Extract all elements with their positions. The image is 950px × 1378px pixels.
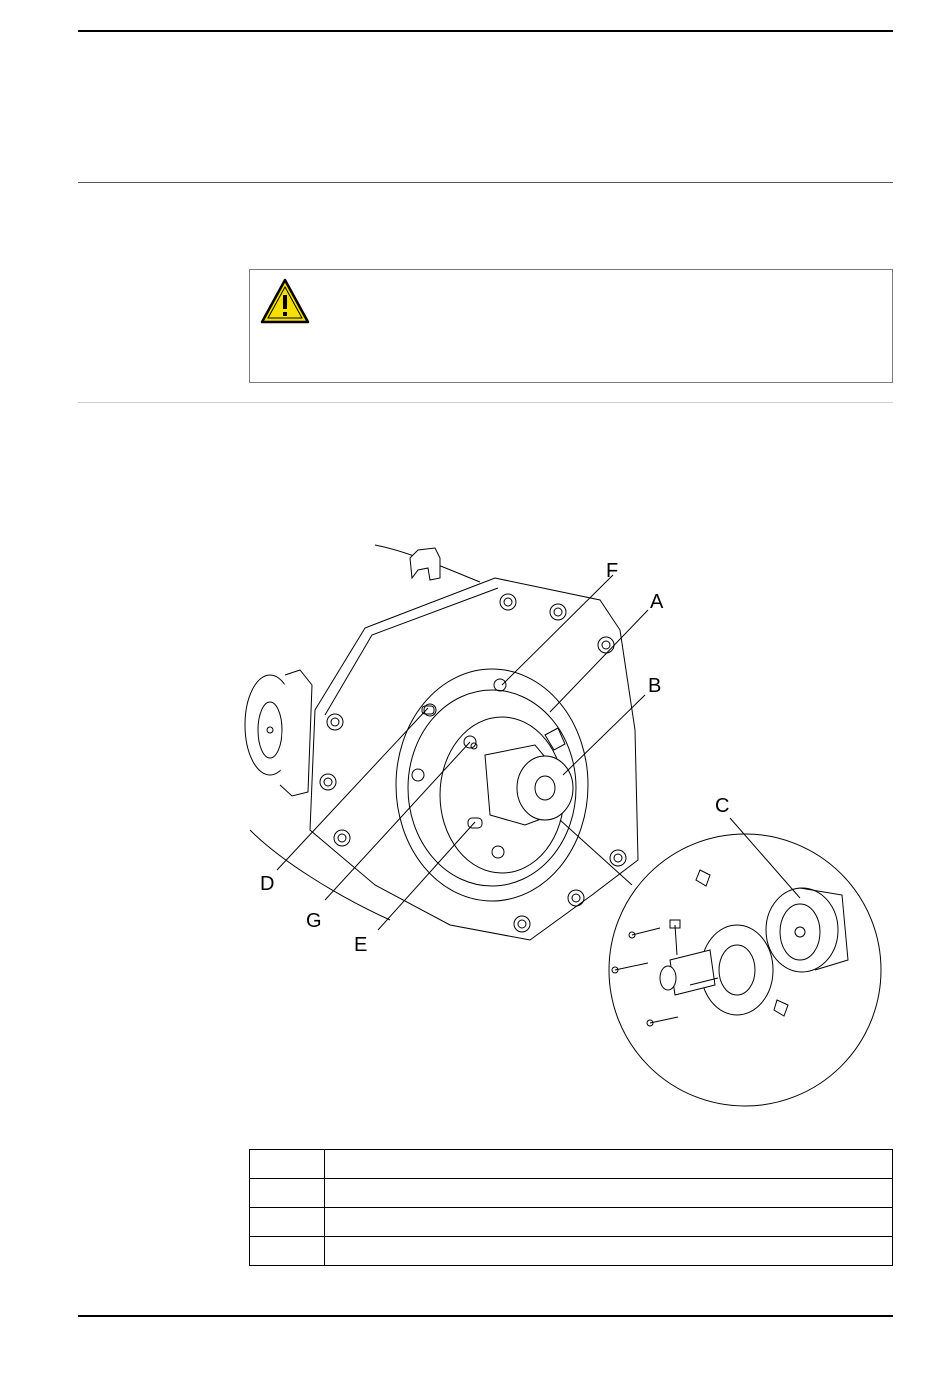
- section-rule: [78, 182, 893, 183]
- legend-key: [250, 1179, 325, 1208]
- table-row: [250, 1237, 893, 1266]
- table-row: [250, 1208, 893, 1237]
- legend-key: [250, 1208, 325, 1237]
- callout-g: G: [306, 910, 322, 932]
- callout-d: D: [260, 873, 275, 895]
- table-row: [250, 1179, 893, 1208]
- callout-f: F: [606, 560, 619, 582]
- footer-rule: [78, 1315, 893, 1317]
- legend-description: [325, 1237, 893, 1266]
- table-row: [250, 1150, 893, 1179]
- warning-box: [249, 269, 893, 383]
- legend-description: [325, 1208, 893, 1237]
- legend-table: [249, 1149, 893, 1266]
- callout-b: B: [648, 675, 662, 697]
- section-divider: [78, 402, 893, 403]
- warning-triangle-icon: [260, 278, 310, 324]
- callout-e: E: [354, 934, 368, 956]
- header-rule: [78, 30, 893, 32]
- legend-key: [250, 1237, 325, 1266]
- callout-c: C: [715, 795, 730, 817]
- legend-description: [325, 1179, 893, 1208]
- legend-key: [250, 1150, 325, 1179]
- legend-description: [325, 1150, 893, 1179]
- callout-a: A: [650, 591, 664, 613]
- assembly-figure: [240, 530, 890, 1115]
